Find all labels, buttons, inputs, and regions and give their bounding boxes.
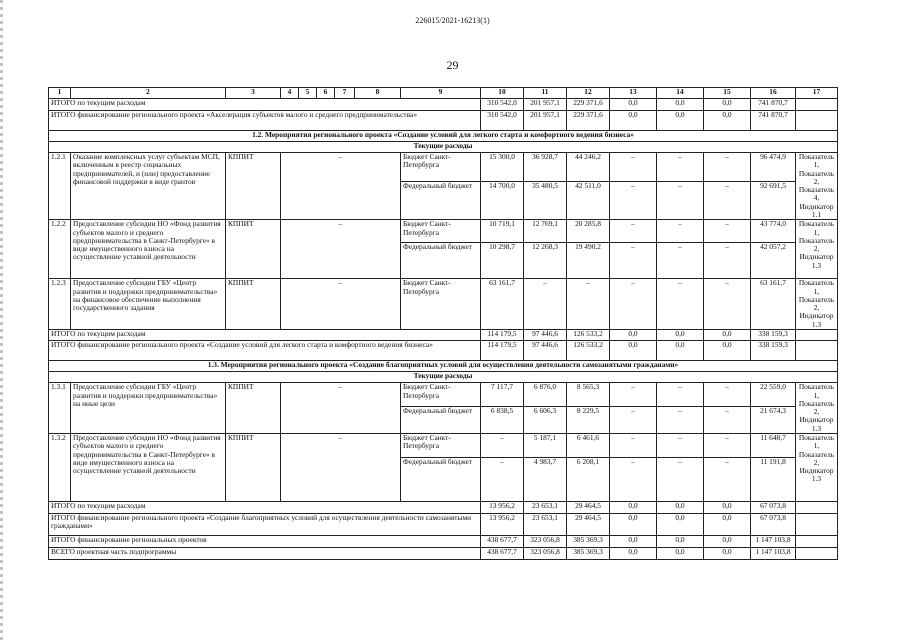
amount-cell: – xyxy=(657,243,704,279)
total-value: 0,0 xyxy=(610,535,657,547)
section-subtitle-row xyxy=(49,372,838,383)
amount-cell: 6 838,5 xyxy=(481,407,524,433)
total-label: ИТОГО финансирование регионального проекта «Создание благоприятных условий для осуществления деятельности самозанятыми гражданами» xyxy=(49,513,481,535)
funding-source: Федеральный бюджет xyxy=(401,182,481,220)
total-value: 0,0 xyxy=(704,501,751,513)
executor: КППИТ xyxy=(226,433,281,501)
total-value: 0,0 xyxy=(657,330,704,341)
total-value: 13 956,2 xyxy=(481,513,524,535)
total-label: ИТОГО по текущим расходам xyxy=(49,501,481,513)
total-value: 0,0 xyxy=(657,501,704,513)
total-value: 0,0 xyxy=(704,547,751,559)
code-columns: – xyxy=(281,279,401,330)
empty-cell xyxy=(796,330,838,341)
amount-cell: 15 300,0 xyxy=(481,153,524,182)
column-number: 16 xyxy=(751,88,796,99)
amount-cell: – xyxy=(524,279,567,330)
amount-cell: 10 298,7 xyxy=(481,243,524,279)
amount-cell: 20 285,8 xyxy=(567,220,610,243)
amount-cell: 44 246,2 xyxy=(567,153,610,182)
total-label: ИТОГО финансирование регионального проекта «Акселерация субъектов малого и среднего предпринимательства» xyxy=(49,111,481,131)
activity-name: Предоставление субсидии ГБУ «Центр развития и поддержки предпринимательства» на финансовое обеспечение выполнения государственного задания xyxy=(71,279,226,330)
amount-cell: 19 490,2 xyxy=(567,243,610,279)
amount-cell: – xyxy=(704,153,751,182)
total-value: 0,0 xyxy=(704,330,751,341)
amount-cell: 5 187,1 xyxy=(524,433,567,457)
amount-cell: – xyxy=(481,433,524,457)
amount-cell: 63 161,7 xyxy=(751,279,796,330)
amount-cell: – xyxy=(704,433,751,457)
total-row xyxy=(49,513,838,535)
total-value: 0,0 xyxy=(657,341,704,361)
total-value: 97 446,6 xyxy=(524,341,567,361)
activity-name: Предоставление субсидии НО «Фонд развития субъектов малого и среднего предпринимательства в Санкт-Петербурге» в виде имущественного взноса на осуществление уставной деятельности xyxy=(71,433,226,501)
indicators: Показатель 1, Показатель 2, Индикатор 1.3 xyxy=(796,220,838,279)
amount-cell: – xyxy=(704,220,751,243)
total-value: 0,0 xyxy=(704,535,751,547)
executor: КППИТ xyxy=(226,153,281,220)
amount-cell: – xyxy=(657,182,704,220)
amount-cell: – xyxy=(610,153,657,182)
column-number: 13 xyxy=(610,88,657,99)
executor: КППИТ xyxy=(226,279,281,330)
activity-number: 1.2.1 xyxy=(49,153,71,220)
column-number: 12 xyxy=(567,88,610,99)
total-label: ИТОГО финансирование региональных проектов xyxy=(49,535,481,547)
funding-source: Бюджет Санкт-Петербурга xyxy=(401,279,481,330)
amount-cell: 43 774,0 xyxy=(751,220,796,243)
amount-cell: 6 606,3 xyxy=(524,407,567,433)
column-number: 10 xyxy=(481,88,524,99)
total-value: 114 179,5 xyxy=(481,330,524,341)
activity-number: 1.3.2 xyxy=(49,433,71,501)
amount-cell: – xyxy=(610,182,657,220)
total-value: 126 533,2 xyxy=(567,341,610,361)
total-row xyxy=(49,330,838,341)
total-value: 1 147 103,8 xyxy=(751,547,796,559)
amount-cell: 36 928,7 xyxy=(524,153,567,182)
activity-row xyxy=(49,279,838,330)
amount-cell: – xyxy=(657,457,704,501)
section-subtitle-row xyxy=(49,142,838,153)
column-number: 17 xyxy=(796,88,838,99)
amount-cell: 12 268,3 xyxy=(524,243,567,279)
column-number: 4 xyxy=(281,88,299,99)
amount-cell: 21 674,3 xyxy=(751,407,796,433)
total-row xyxy=(49,501,838,513)
amount-cell: – xyxy=(481,457,524,501)
amount-cell: – xyxy=(704,407,751,433)
total-value: 338 159,3 xyxy=(751,330,796,341)
total-row xyxy=(49,111,838,131)
total-value: 0,0 xyxy=(657,535,704,547)
amount-cell: – xyxy=(657,407,704,433)
total-label: ИТОГО финансирование регионального проекта «Создание условий для легкого старта и комфортного ведения бизнеса» xyxy=(49,341,481,361)
total-label: ИТОГО по текущим расходам xyxy=(49,330,481,341)
total-value: 0,0 xyxy=(657,547,704,559)
total-value: 0,0 xyxy=(610,111,657,131)
total-value: 126 533,2 xyxy=(567,330,610,341)
total-value: 310 542,0 xyxy=(481,99,524,111)
total-value: 201 957,1 xyxy=(524,111,567,131)
amount-cell: 8 229,5 xyxy=(567,407,610,433)
budget-table xyxy=(48,87,838,560)
column-number: 8 xyxy=(355,88,401,99)
total-value: 29 464,5 xyxy=(567,501,610,513)
column-number: 3 xyxy=(226,88,281,99)
amount-cell: 11 648,7 xyxy=(751,433,796,457)
total-row xyxy=(49,341,838,361)
total-value: 438 677,7 xyxy=(481,535,524,547)
total-value: 0,0 xyxy=(704,341,751,361)
amount-cell: – xyxy=(704,243,751,279)
amount-cell: – xyxy=(704,457,751,501)
indicators: Показатель 1, Показатель 2, Показатель 4, Индикатор 1.1 xyxy=(796,153,838,220)
empty-cell xyxy=(796,513,838,535)
activity-number: 1.2.3 xyxy=(49,279,71,330)
amount-cell: 92 691,5 xyxy=(751,182,796,220)
total-label: ИТОГО по текущим расходам xyxy=(49,99,481,111)
funding-source: Бюджет Санкт-Петербурга xyxy=(401,383,481,407)
amount-cell: 96 474,9 xyxy=(751,153,796,182)
total-value: 0,0 xyxy=(610,513,657,535)
total-row xyxy=(49,535,838,547)
amount-cell: – xyxy=(657,279,704,330)
total-value: 23 653,1 xyxy=(524,501,567,513)
total-value: 0,0 xyxy=(704,513,751,535)
total-value: 385 369,3 xyxy=(567,547,610,559)
amount-cell: – xyxy=(704,182,751,220)
amount-cell: – xyxy=(657,383,704,407)
amount-cell: – xyxy=(657,433,704,457)
amount-cell: – xyxy=(610,220,657,243)
activity-row xyxy=(49,220,838,243)
total-value: 323 056,8 xyxy=(524,535,567,547)
amount-cell: 35 480,5 xyxy=(524,182,567,220)
indicators: Показатель 1, Показатель 2, Индикатор 1.3 xyxy=(796,279,838,330)
section-subtitle: Текущие расходы xyxy=(49,142,838,153)
empty-cell xyxy=(796,99,838,111)
total-value: 229 371,6 xyxy=(567,99,610,111)
amount-cell: – xyxy=(610,407,657,433)
activity-name: Оказание комплексных услуг субъектам МСП, включенным в реестр социальных предпринимателей, и (или) предоставление финансовой поддержки в виде грантов xyxy=(71,153,226,220)
amount-cell: – xyxy=(704,279,751,330)
activity-number: 1.2.2 xyxy=(49,220,71,279)
section-title-row xyxy=(49,361,838,372)
code-columns: – xyxy=(281,220,401,279)
scan-edge-marks xyxy=(0,0,3,640)
total-value: 1 147 103,8 xyxy=(751,535,796,547)
empty-cell xyxy=(796,535,838,547)
column-number: 2 xyxy=(71,88,226,99)
total-value: 0,0 xyxy=(610,330,657,341)
total-value: 0,0 xyxy=(704,111,751,131)
total-row xyxy=(49,99,838,111)
column-number: 9 xyxy=(401,88,481,99)
total-value: 310 542,0 xyxy=(481,111,524,131)
indicators: Показатель 1, Показатель 2, Индикатор 1.3 xyxy=(796,383,838,434)
section-title: 1.3. Мероприятия регионального проекта «Создание благоприятных условий для осуществления деятельности самозанятыми гражданами» xyxy=(49,361,838,372)
amount-cell: 22 559,0 xyxy=(751,383,796,407)
activity-number: 1.3.1 xyxy=(49,383,71,434)
column-number: 1 xyxy=(49,88,71,99)
empty-cell xyxy=(796,501,838,513)
total-value: 0,0 xyxy=(657,513,704,535)
amount-cell: – xyxy=(610,383,657,407)
funding-source: Федеральный бюджет xyxy=(401,243,481,279)
total-row xyxy=(49,547,838,559)
executor: КППИТ xyxy=(226,220,281,279)
amount-cell: 11 191,8 xyxy=(751,457,796,501)
amount-cell: – xyxy=(657,220,704,243)
column-number: 6 xyxy=(317,88,335,99)
total-value: 13 956,2 xyxy=(481,501,524,513)
funding-source: Бюджет Санкт-Петербурга xyxy=(401,433,481,457)
activity-row xyxy=(49,383,838,407)
amount-cell: – xyxy=(610,243,657,279)
activity-row xyxy=(49,153,838,182)
total-value: 114 179,5 xyxy=(481,341,524,361)
amount-cell: 12 769,1 xyxy=(524,220,567,243)
total-value: 67 073,8 xyxy=(751,501,796,513)
amount-cell: – xyxy=(657,153,704,182)
executor: КППИТ xyxy=(226,383,281,434)
total-value: 29 464,5 xyxy=(567,513,610,535)
activity-row xyxy=(49,433,838,457)
total-value: 741 870,7 xyxy=(751,99,796,111)
total-value: 741 870,7 xyxy=(751,111,796,131)
amount-cell: – xyxy=(610,279,657,330)
funding-source: Федеральный бюджет xyxy=(401,457,481,501)
total-value: 0,0 xyxy=(610,99,657,111)
funding-source: Федеральный бюджет xyxy=(401,407,481,433)
total-value: 97 446,6 xyxy=(524,330,567,341)
column-number: 15 xyxy=(704,88,751,99)
column-number: 11 xyxy=(524,88,567,99)
section-title-row xyxy=(49,131,838,142)
code-columns: – xyxy=(281,383,401,434)
page-number: 29 xyxy=(446,58,459,72)
total-value: 229 371,6 xyxy=(567,111,610,131)
amount-cell: 14 700,0 xyxy=(481,182,524,220)
amount-cell: 42 511,0 xyxy=(567,182,610,220)
amount-cell: 7 117,7 xyxy=(481,383,524,407)
total-value: 0,0 xyxy=(610,547,657,559)
total-value: 338 159,3 xyxy=(751,341,796,361)
amount-cell: 42 057,2 xyxy=(751,243,796,279)
amount-cell: 63 161,7 xyxy=(481,279,524,330)
total-value: 0,0 xyxy=(657,99,704,111)
column-number-row xyxy=(49,88,838,99)
total-value: 23 653,1 xyxy=(524,513,567,535)
amount-cell: – xyxy=(567,279,610,330)
amount-cell: 10 719,1 xyxy=(481,220,524,243)
amount-cell: – xyxy=(610,433,657,457)
amount-cell: 8 565,3 xyxy=(567,383,610,407)
section-title: 1.2. Мероприятия регионального проекта «Создание условий для легкого старта и комфортного ведения бизнеса» xyxy=(49,131,838,142)
amount-cell: – xyxy=(704,383,751,407)
empty-cell xyxy=(796,547,838,559)
funding-source: Бюджет Санкт-Петербурга xyxy=(401,153,481,182)
empty-cell xyxy=(796,111,838,131)
column-number: 5 xyxy=(299,88,317,99)
amount-cell: 4 983,7 xyxy=(524,457,567,501)
total-value: 67 073,8 xyxy=(751,513,796,535)
section-subtitle: Текущие расходы xyxy=(49,372,838,383)
activity-name: Предоставление субсидии НО «Фонд развития субъектов малого и среднего предпринимательства в Санкт-Петербурге» в виде имущественного взноса на осуществление уставной деятельности xyxy=(71,220,226,279)
code-columns: – xyxy=(281,433,401,501)
indicators: Показатель 1, Показатель 2, Индикатор 1.3 xyxy=(796,433,838,501)
amount-cell: 6 461,6 xyxy=(567,433,610,457)
funding-source: Бюджет Санкт-Петербурга xyxy=(401,220,481,243)
amount-cell: 6 876,0 xyxy=(524,383,567,407)
empty-cell xyxy=(796,341,838,361)
column-number: 14 xyxy=(657,88,704,99)
total-value: 0,0 xyxy=(704,99,751,111)
code-columns: – xyxy=(281,153,401,220)
activity-name: Предоставление субсидии ГБУ «Центр развития и поддержки предпринимательства» на иные цели xyxy=(71,383,226,434)
column-number: 7 xyxy=(335,88,355,99)
document-id: 226015/2021-16213(1) xyxy=(415,16,490,25)
total-value: 201 957,1 xyxy=(524,99,567,111)
total-value: 323 056,8 xyxy=(524,547,567,559)
total-value: 0,0 xyxy=(657,111,704,131)
total-value: 0,0 xyxy=(610,341,657,361)
amount-cell: 6 208,1 xyxy=(567,457,610,501)
total-label: ВСЕГО проектная часть подпрограммы xyxy=(49,547,481,559)
total-value: 385 369,3 xyxy=(567,535,610,547)
total-value: 438 677,7 xyxy=(481,547,524,559)
amount-cell: – xyxy=(610,457,657,501)
total-value: 0,0 xyxy=(610,501,657,513)
